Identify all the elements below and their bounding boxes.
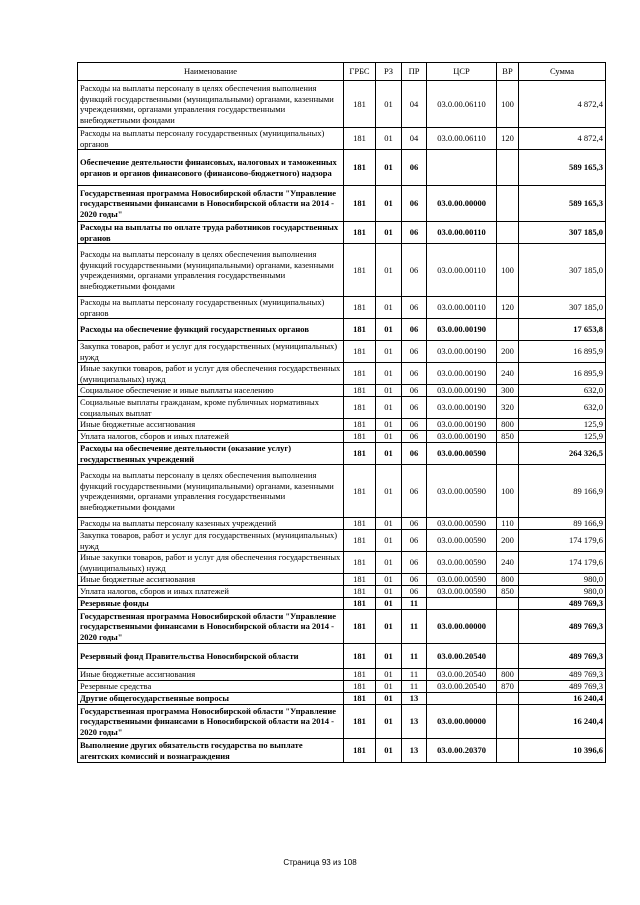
cell-pr: 13: [402, 693, 427, 705]
cell-csr: 03.0.00.00590: [427, 530, 497, 552]
cell-pr: 11: [402, 610, 427, 644]
cell-grbs: 181: [344, 128, 376, 150]
cell-rz: 01: [376, 419, 402, 431]
cell-sum: 980,0: [519, 586, 606, 598]
table-row: [78, 319, 606, 341]
cell-vr: 100: [497, 465, 519, 518]
cell-rz: 01: [376, 530, 402, 552]
cell-name: Расходы на обеспечение функций государственных органов: [78, 319, 344, 341]
cell-grbs: 181: [344, 397, 376, 419]
cell-grbs: 181: [344, 598, 376, 610]
table-row: [78, 610, 606, 644]
cell-pr: 06: [402, 150, 427, 186]
cell-name: Выполнение других обязательств государства по выплате агентских комиссий и вознаграждения: [78, 739, 344, 763]
cell-sum: 264 326,5: [519, 443, 606, 465]
cell-csr: 03.0.00.00000: [427, 610, 497, 644]
cell-pr: 06: [402, 385, 427, 397]
cell-csr: 03.0.00.00110: [427, 222, 497, 244]
cell-name: Государственная программа Новосибирской области "Управление государственными финансами в Новосибирской области на 2014 - 2020 годы": [78, 610, 344, 644]
cell-vr: 200: [497, 530, 519, 552]
table-row: [78, 518, 606, 530]
cell-name: Государственная программа Новосибирской области "Управление государственными финансами в Новосибирской области на 2014 - 2020 годы": [78, 705, 344, 739]
cell-sum: 16 240,4: [519, 693, 606, 705]
cell-rz: 01: [376, 363, 402, 385]
cell-vr: 110: [497, 518, 519, 530]
cell-grbs: 181: [344, 705, 376, 739]
cell-name: Государственная программа Новосибирской области "Управление государственными финансами в Новосибирской области на 2014 - 2020 годы": [78, 186, 344, 222]
cell-grbs: 181: [344, 81, 376, 128]
header-sum: Сумма: [519, 63, 606, 81]
cell-pr: 06: [402, 431, 427, 443]
cell-pr: 06: [402, 530, 427, 552]
cell-grbs: 181: [344, 222, 376, 244]
table-row: [78, 128, 606, 150]
cell-vr: [497, 705, 519, 739]
cell-csr: [427, 693, 497, 705]
cell-grbs: 181: [344, 150, 376, 186]
cell-rz: 01: [376, 586, 402, 598]
cell-pr: 06: [402, 319, 427, 341]
cell-vr: 800: [497, 574, 519, 586]
cell-sum: 89 166,9: [519, 465, 606, 518]
cell-rz: 01: [376, 669, 402, 681]
header-pr: ПР: [402, 63, 427, 81]
cell-pr: 06: [402, 419, 427, 431]
cell-sum: 174 179,6: [519, 530, 606, 552]
cell-rz: 01: [376, 385, 402, 397]
cell-name: Социальное обеспечение и иные выплаты населению: [78, 385, 344, 397]
cell-csr: 03.0.00.00190: [427, 431, 497, 443]
header-csr: ЦСР: [427, 63, 497, 81]
table-row: [78, 552, 606, 574]
cell-name: Резервные средства: [78, 681, 344, 693]
cell-grbs: 181: [344, 574, 376, 586]
cell-name: Иные бюджетные ассигнования: [78, 419, 344, 431]
cell-csr: 03.0.00.00590: [427, 552, 497, 574]
table-row: [78, 341, 606, 363]
cell-sum: 16 895,9: [519, 363, 606, 385]
cell-pr: 04: [402, 81, 427, 128]
cell-rz: 01: [376, 574, 402, 586]
cell-grbs: 181: [344, 552, 376, 574]
table-row: [78, 465, 606, 518]
cell-pr: 13: [402, 739, 427, 763]
cell-vr: 100: [497, 244, 519, 297]
cell-name: Иные бюджетные ассигнования: [78, 574, 344, 586]
cell-csr: 03.0.00.00590: [427, 443, 497, 465]
cell-name: Иные бюджетные ассигнования: [78, 669, 344, 681]
cell-pr: 06: [402, 586, 427, 598]
cell-name: Расходы на выплаты персоналу казенных учреждений: [78, 518, 344, 530]
cell-name: Закупка товаров, работ и услуг для государственных (муниципальных) нужд: [78, 530, 344, 552]
cell-sum: 632,0: [519, 385, 606, 397]
cell-grbs: 181: [344, 530, 376, 552]
cell-csr: [427, 150, 497, 186]
cell-rz: 01: [376, 465, 402, 518]
header-grbs: ГРБС: [344, 63, 376, 81]
cell-grbs: 181: [344, 518, 376, 530]
cell-vr: 120: [497, 297, 519, 319]
cell-rz: 01: [376, 705, 402, 739]
cell-csr: 03.0.00.00190: [427, 363, 497, 385]
cell-sum: 589 165,3: [519, 186, 606, 222]
cell-csr: 03.0.00.06110: [427, 128, 497, 150]
header-name: Наименование: [78, 63, 344, 81]
cell-csr: 03.0.00.20540: [427, 681, 497, 693]
table-row: [78, 669, 606, 681]
cell-grbs: 181: [344, 431, 376, 443]
cell-name: Резервный фонд Правительства Новосибирской области: [78, 644, 344, 669]
cell-csr: 03.0.00.00190: [427, 341, 497, 363]
cell-csr: 03.0.00.00590: [427, 574, 497, 586]
cell-rz: 01: [376, 128, 402, 150]
cell-rz: 01: [376, 81, 402, 128]
cell-pr: 06: [402, 574, 427, 586]
cell-name: Обеспечение деятельности финансовых, налоговых и таможенных органов и органов финансового (финансово-бюджетного) надзора: [78, 150, 344, 186]
cell-vr: 870: [497, 681, 519, 693]
cell-csr: 03.0.00.00190: [427, 397, 497, 419]
cell-csr: 03.0.00.00000: [427, 705, 497, 739]
cell-vr: [497, 693, 519, 705]
cell-grbs: 181: [344, 186, 376, 222]
table-row: [78, 222, 606, 244]
cell-pr: 04: [402, 128, 427, 150]
cell-name: Расходы на выплаты персоналу государственных (муниципальных) органов: [78, 297, 344, 319]
cell-csr: 03.0.00.00190: [427, 419, 497, 431]
table-row: [78, 419, 606, 431]
cell-vr: 200: [497, 341, 519, 363]
cell-csr: 03.0.00.00590: [427, 586, 497, 598]
cell-name: Уплата налогов, сборов и иных платежей: [78, 431, 344, 443]
cell-grbs: 181: [344, 586, 376, 598]
table-row: [78, 363, 606, 385]
cell-grbs: 181: [344, 681, 376, 693]
cell-rz: 01: [376, 739, 402, 763]
cell-pr: 06: [402, 341, 427, 363]
cell-vr: [497, 644, 519, 669]
cell-vr: 240: [497, 552, 519, 574]
cell-rz: 01: [376, 222, 402, 244]
cell-grbs: 181: [344, 739, 376, 763]
cell-sum: 632,0: [519, 397, 606, 419]
cell-vr: [497, 319, 519, 341]
cell-grbs: 181: [344, 341, 376, 363]
cell-sum: 589 165,3: [519, 150, 606, 186]
cell-pr: 06: [402, 244, 427, 297]
cell-sum: 174 179,6: [519, 552, 606, 574]
cell-name: Иные закупки товаров, работ и услуг для обеспечения государственных (муниципальных) нужд: [78, 552, 344, 574]
cell-sum: 489 769,3: [519, 644, 606, 669]
cell-vr: 800: [497, 419, 519, 431]
cell-vr: [497, 610, 519, 644]
cell-csr: 03.0.00.00000: [427, 186, 497, 222]
cell-name: Уплата налогов, сборов и иных платежей: [78, 586, 344, 598]
budget-table: [77, 62, 606, 763]
cell-vr: [497, 443, 519, 465]
cell-vr: [497, 598, 519, 610]
cell-vr: [497, 739, 519, 763]
cell-sum: 489 769,3: [519, 598, 606, 610]
table-row: [78, 530, 606, 552]
cell-pr: 11: [402, 669, 427, 681]
cell-pr: 06: [402, 397, 427, 419]
table-row: [78, 150, 606, 186]
cell-name: Расходы на выплаты персоналу государственных (муниципальных) органов: [78, 128, 344, 150]
cell-sum: 10 396,6: [519, 739, 606, 763]
table-row: [78, 574, 606, 586]
cell-rz: 01: [376, 244, 402, 297]
cell-rz: 01: [376, 319, 402, 341]
cell-pr: 06: [402, 465, 427, 518]
cell-rz: 01: [376, 186, 402, 222]
cell-vr: 100: [497, 81, 519, 128]
cell-sum: 307 185,0: [519, 222, 606, 244]
cell-sum: 125,9: [519, 419, 606, 431]
cell-pr: 11: [402, 681, 427, 693]
table-row: [78, 81, 606, 128]
cell-grbs: 181: [344, 443, 376, 465]
cell-rz: 01: [376, 431, 402, 443]
cell-rz: 01: [376, 397, 402, 419]
cell-name: Расходы на выплаты персоналу в целях обеспечения выполнения функций государственными (муниципальными) органами, казенными учреждениями, органами управления государственными внебюджетными фондами: [78, 244, 344, 297]
cell-name: Расходы на обеспечение деятельности (оказание услуг) государственных учреждений: [78, 443, 344, 465]
cell-rz: 01: [376, 552, 402, 574]
cell-rz: 01: [376, 644, 402, 669]
cell-pr: 11: [402, 644, 427, 669]
cell-vr: [497, 186, 519, 222]
cell-name: Закупка товаров, работ и услуг для государственных (муниципальных) нужд: [78, 341, 344, 363]
table-row: [78, 598, 606, 610]
page-number: Страница 93 из 108: [283, 858, 357, 867]
cell-csr: 03.0.00.00590: [427, 518, 497, 530]
cell-grbs: 181: [344, 610, 376, 644]
cell-csr: 03.0.00.00190: [427, 319, 497, 341]
cell-sum: 489 769,3: [519, 610, 606, 644]
cell-name: Расходы на выплаты по оплате труда работников государственных органов: [78, 222, 344, 244]
cell-grbs: 181: [344, 319, 376, 341]
cell-pr: 06: [402, 443, 427, 465]
cell-csr: 03.0.00.00110: [427, 297, 497, 319]
cell-pr: 06: [402, 363, 427, 385]
cell-pr: 06: [402, 222, 427, 244]
cell-pr: 11: [402, 598, 427, 610]
cell-vr: 850: [497, 586, 519, 598]
cell-name: Резервные фонды: [78, 598, 344, 610]
table-row: [78, 431, 606, 443]
cell-csr: 03.0.00.06110: [427, 81, 497, 128]
cell-sum: 16 240,4: [519, 705, 606, 739]
table-row: [78, 739, 606, 763]
cell-grbs: 181: [344, 465, 376, 518]
cell-sum: 4 872,4: [519, 128, 606, 150]
cell-name: Расходы на выплаты персоналу в целях обеспечения выполнения функций государственными (муниципальными) органами, казенными учреждениями, органами управления государственными внебюджетными фондами: [78, 465, 344, 518]
table-row: [78, 586, 606, 598]
cell-rz: 01: [376, 341, 402, 363]
cell-rz: 01: [376, 693, 402, 705]
cell-vr: 120: [497, 128, 519, 150]
cell-rz: 01: [376, 150, 402, 186]
cell-sum: 17 653,8: [519, 319, 606, 341]
cell-pr: 06: [402, 297, 427, 319]
cell-grbs: 181: [344, 297, 376, 319]
cell-sum: 489 769,3: [519, 669, 606, 681]
cell-name: Социальные выплаты гражданам, кроме публичных нормативных социальных выплат: [78, 397, 344, 419]
cell-vr: [497, 222, 519, 244]
header-vr: ВР: [497, 63, 519, 81]
cell-sum: 16 895,9: [519, 341, 606, 363]
cell-sum: 307 185,0: [519, 244, 606, 297]
table-row: [78, 385, 606, 397]
cell-grbs: 181: [344, 644, 376, 669]
cell-sum: 89 166,9: [519, 518, 606, 530]
table-row: [78, 297, 606, 319]
cell-rz: 01: [376, 598, 402, 610]
cell-sum: 4 872,4: [519, 81, 606, 128]
cell-csr: 03.0.00.20540: [427, 669, 497, 681]
table-body: [78, 81, 606, 763]
cell-csr: 03.0.00.20540: [427, 644, 497, 669]
cell-sum: 980,0: [519, 574, 606, 586]
cell-rz: 01: [376, 443, 402, 465]
cell-grbs: 181: [344, 419, 376, 431]
cell-rz: 01: [376, 518, 402, 530]
budget-sheet: [77, 62, 605, 763]
cell-sum: 125,9: [519, 431, 606, 443]
cell-grbs: 181: [344, 244, 376, 297]
table-row: [78, 397, 606, 419]
cell-name: Иные закупки товаров, работ и услуг для обеспечения государственных (муниципальных) нужд: [78, 363, 344, 385]
cell-pr: 06: [402, 552, 427, 574]
table-header-row: [78, 63, 606, 81]
cell-name: Расходы на выплаты персоналу в целях обеспечения выполнения функций государственными (муниципальными) органами, казенными учреждениями, органами управления государственными внебюджетными фондами: [78, 81, 344, 128]
cell-csr: 03.0.00.00190: [427, 385, 497, 397]
cell-name: Другие общегосударственные вопросы: [78, 693, 344, 705]
table-row: [78, 186, 606, 222]
cell-grbs: 181: [344, 669, 376, 681]
cell-pr: 06: [402, 518, 427, 530]
cell-rz: 01: [376, 610, 402, 644]
cell-csr: [427, 598, 497, 610]
cell-vr: 800: [497, 669, 519, 681]
cell-vr: 300: [497, 385, 519, 397]
cell-pr: 06: [402, 186, 427, 222]
table-row: [78, 693, 606, 705]
header-rz: РЗ: [376, 63, 402, 81]
cell-vr: [497, 150, 519, 186]
cell-csr: 03.0.00.00590: [427, 465, 497, 518]
cell-rz: 01: [376, 297, 402, 319]
cell-grbs: 181: [344, 363, 376, 385]
cell-vr: 850: [497, 431, 519, 443]
table-row: [78, 244, 606, 297]
cell-vr: 320: [497, 397, 519, 419]
cell-sum: 489 769,3: [519, 681, 606, 693]
cell-csr: 03.0.00.20370: [427, 739, 497, 763]
table-row: [78, 705, 606, 739]
table-row: [78, 443, 606, 465]
cell-grbs: 181: [344, 693, 376, 705]
cell-rz: 01: [376, 681, 402, 693]
cell-pr: 13: [402, 705, 427, 739]
table-row: [78, 644, 606, 669]
table-row: [78, 681, 606, 693]
cell-sum: 307 185,0: [519, 297, 606, 319]
cell-grbs: 181: [344, 385, 376, 397]
cell-csr: 03.0.00.00110: [427, 244, 497, 297]
cell-vr: 240: [497, 363, 519, 385]
